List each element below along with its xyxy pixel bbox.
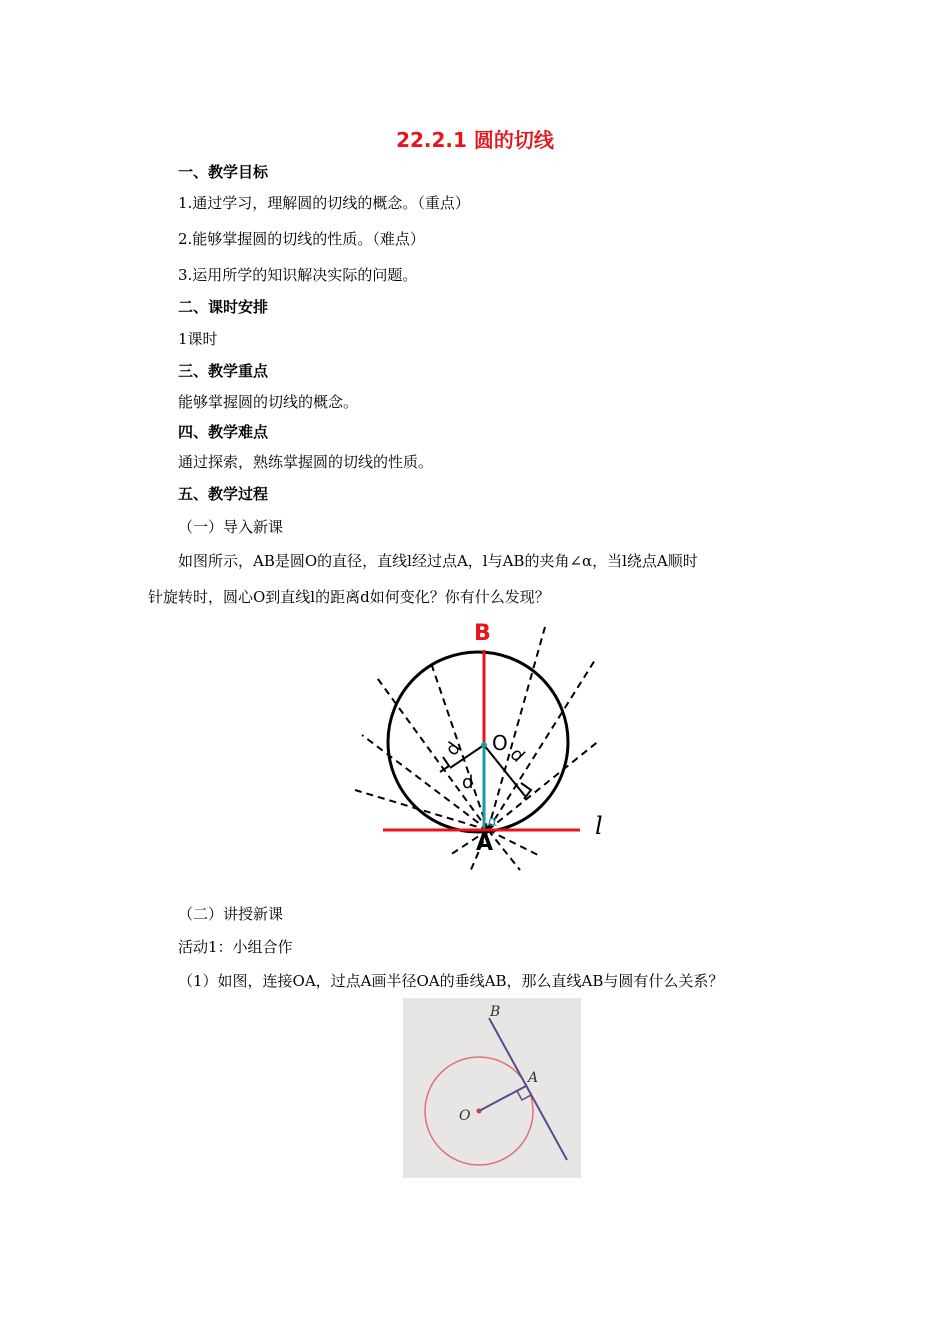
- label-O2: O: [459, 1108, 471, 1124]
- question-1: （1）如图，连接OA，过点A画半径OA的垂线AB，那么直线AB与圆有什么关系？: [178, 972, 724, 990]
- key-point-text: 能够掌握圆的切线的概念。: [178, 393, 359, 411]
- label-d-left: d: [441, 738, 466, 760]
- objective-3: 3.运用所学的知识解决实际的问题。: [178, 266, 418, 284]
- section-heading-process: 五、教学过程: [178, 485, 269, 503]
- figure-rotating-line: [350, 615, 620, 885]
- page-title: 22.2.1 圆的切线: [396, 128, 554, 152]
- label-B2: B: [490, 1004, 501, 1020]
- intro-paragraph-line-1: 如图所示，AB是圆O的直径，直线l经过点A，l与AB的夹角∠α，当l绕点A顺时: [178, 552, 698, 570]
- label-O: O: [492, 731, 508, 755]
- label-B: B: [474, 621, 491, 646]
- label-A: A: [476, 831, 494, 856]
- activity-title: 活动1：小组合作: [178, 938, 293, 956]
- difficulty-text: 通过探索，熟练掌握圆的切线的性质。: [178, 453, 434, 471]
- intro-paragraph-line-2: 针旋转时，圆心O到直线l的距离d如何变化？你有什么发现？: [148, 588, 550, 606]
- label-d-center: d: [462, 772, 474, 793]
- figure-tangent: [403, 998, 581, 1178]
- label-l: l: [595, 812, 603, 840]
- label-alpha: α: [488, 814, 498, 830]
- label-d-right: d: [505, 743, 529, 767]
- objective-2: 2.能够掌握圆的切线的性质。（难点）: [178, 230, 425, 248]
- section-heading-objectives: 一、教学目标: [178, 163, 269, 181]
- subsection-intro: （一）导入新课: [178, 518, 284, 536]
- section-heading-key-point: 三、教学重点: [178, 362, 269, 380]
- label-A2: A: [528, 1070, 539, 1086]
- section-heading-schedule: 二、课时安排: [178, 298, 269, 316]
- schedule-text: 1课时: [178, 330, 218, 348]
- subsection-new-lesson: （二）讲授新课: [178, 905, 284, 923]
- section-heading-difficulty: 四、教学难点: [178, 423, 269, 441]
- objective-1: 1.通过学习，理解圆的切线的概念。（重点）: [178, 194, 470, 212]
